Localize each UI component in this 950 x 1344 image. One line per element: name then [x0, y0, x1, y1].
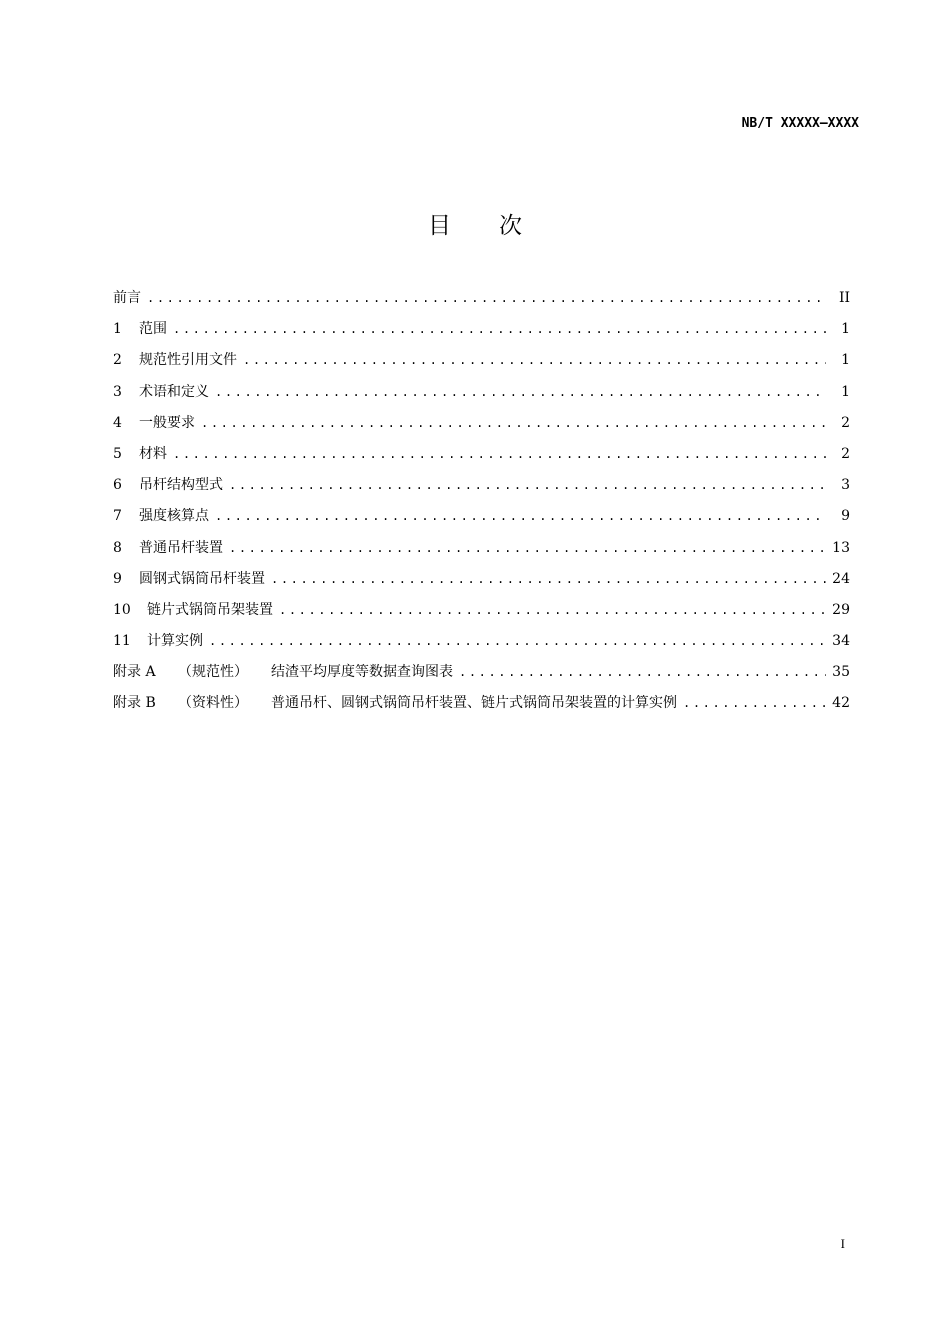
- toc-entry-page: 9: [841, 508, 850, 525]
- toc-entry-number: 3: [113, 383, 122, 400]
- toc-entry-label: 术语和定义: [139, 383, 209, 400]
- toc-leader-dots: [229, 533, 826, 564]
- toc-leader-dots: [147, 283, 826, 314]
- toc-entry-page: 1: [841, 352, 850, 369]
- toc-leader-dots: [271, 564, 826, 595]
- standard-number: NB/T XXXXX—XXXX: [741, 116, 859, 131]
- toc-entry-annex-a[interactable]: [113, 657, 850, 688]
- toc-annex-number: 附录 A: [113, 664, 156, 681]
- toc-entry-9[interactable]: [113, 564, 850, 595]
- toc-entry-number: 2: [113, 352, 122, 369]
- toc-entry-number: 5: [113, 445, 122, 462]
- toc-entry-foreword[interactable]: [113, 283, 850, 314]
- page-number: I: [840, 1236, 845, 1251]
- toc-entry-8[interactable]: [113, 533, 850, 564]
- toc-entry-label: 结渣平均厚度等数据查询图表: [271, 664, 453, 681]
- toc-leader-dots: [279, 595, 826, 626]
- toc-entry-number: 10: [113, 601, 131, 618]
- toc-leader-dots: [173, 439, 826, 470]
- toc-entry-6[interactable]: [113, 470, 850, 501]
- table-of-contents: [113, 283, 850, 720]
- toc-leader-dots: [459, 657, 826, 688]
- toc-entry-number: 6: [113, 477, 122, 494]
- toc-entry-label: 前言: [113, 290, 141, 306]
- toc-entry-page: 35: [832, 664, 850, 681]
- toc-entry-number: 4: [113, 414, 122, 431]
- toc-entry-page: 29: [832, 601, 850, 618]
- toc-leader-dots: [215, 377, 826, 408]
- toc-entry-page: 2: [841, 414, 850, 431]
- toc-entry-page: 13: [832, 539, 850, 556]
- toc-annex-type: （规范性）: [178, 664, 248, 681]
- toc-entry-5[interactable]: [113, 439, 850, 470]
- toc-entry-page: 1: [841, 321, 850, 338]
- toc-entry-label: 链片式锅筒吊架装置: [147, 601, 273, 618]
- toc-title: 目次: [428, 213, 570, 239]
- toc-entry-page: 24: [832, 570, 850, 587]
- toc-entry-label: 普通吊杆装置: [139, 539, 223, 556]
- toc-leader-dots: [243, 345, 826, 376]
- toc-leader-dots: [683, 688, 826, 719]
- toc-entry-4[interactable]: [113, 408, 850, 439]
- toc-entry-1[interactable]: [113, 314, 850, 345]
- toc-entry-10[interactable]: [113, 595, 850, 626]
- toc-entry-label: 圆钢式锅筒吊杆装置: [139, 570, 265, 587]
- toc-leader-dots: [173, 314, 826, 345]
- toc-entry-3[interactable]: [113, 377, 850, 408]
- toc-entry-number: 7: [113, 508, 122, 525]
- toc-entry-number: 1: [113, 321, 122, 338]
- toc-entry-page: 1: [841, 383, 850, 400]
- toc-leader-dots: [201, 408, 826, 439]
- toc-entry-page: 2: [841, 445, 850, 462]
- toc-entry-label: 一般要求: [139, 414, 195, 431]
- toc-entry-7[interactable]: [113, 501, 850, 532]
- toc-entry-label: 吊杆结构型式: [139, 477, 223, 494]
- toc-leader-dots: [209, 626, 826, 657]
- toc-entry-label: 普通吊杆、圆钢式锅筒吊杆装置、链片式锅筒吊架装置的计算实例: [271, 695, 677, 712]
- toc-entry-label: 计算实例: [147, 633, 203, 650]
- toc-entry-number: 8: [113, 539, 122, 556]
- toc-entry-page: 3: [841, 477, 850, 494]
- toc-entry-11[interactable]: [113, 626, 850, 657]
- toc-annex-number: 附录 B: [113, 695, 156, 712]
- toc-entry-label: 规范性引用文件: [139, 352, 237, 369]
- toc-entry-2[interactable]: [113, 345, 850, 376]
- toc-entry-page: II: [838, 290, 850, 306]
- toc-entry-page: 34: [832, 633, 850, 650]
- toc-entry-label: 材料: [139, 445, 167, 462]
- toc-entry-page: 42: [832, 695, 850, 712]
- toc-leader-dots: [229, 470, 826, 501]
- toc-annex-type: （资料性）: [178, 695, 248, 712]
- toc-entry-label: 范围: [139, 321, 167, 338]
- toc-entry-label: 强度核算点: [139, 508, 209, 525]
- toc-leader-dots: [215, 501, 826, 532]
- toc-entry-number: 11: [113, 633, 131, 650]
- toc-entry-annex-b[interactable]: [113, 688, 850, 719]
- toc-entry-number: 9: [113, 570, 122, 587]
